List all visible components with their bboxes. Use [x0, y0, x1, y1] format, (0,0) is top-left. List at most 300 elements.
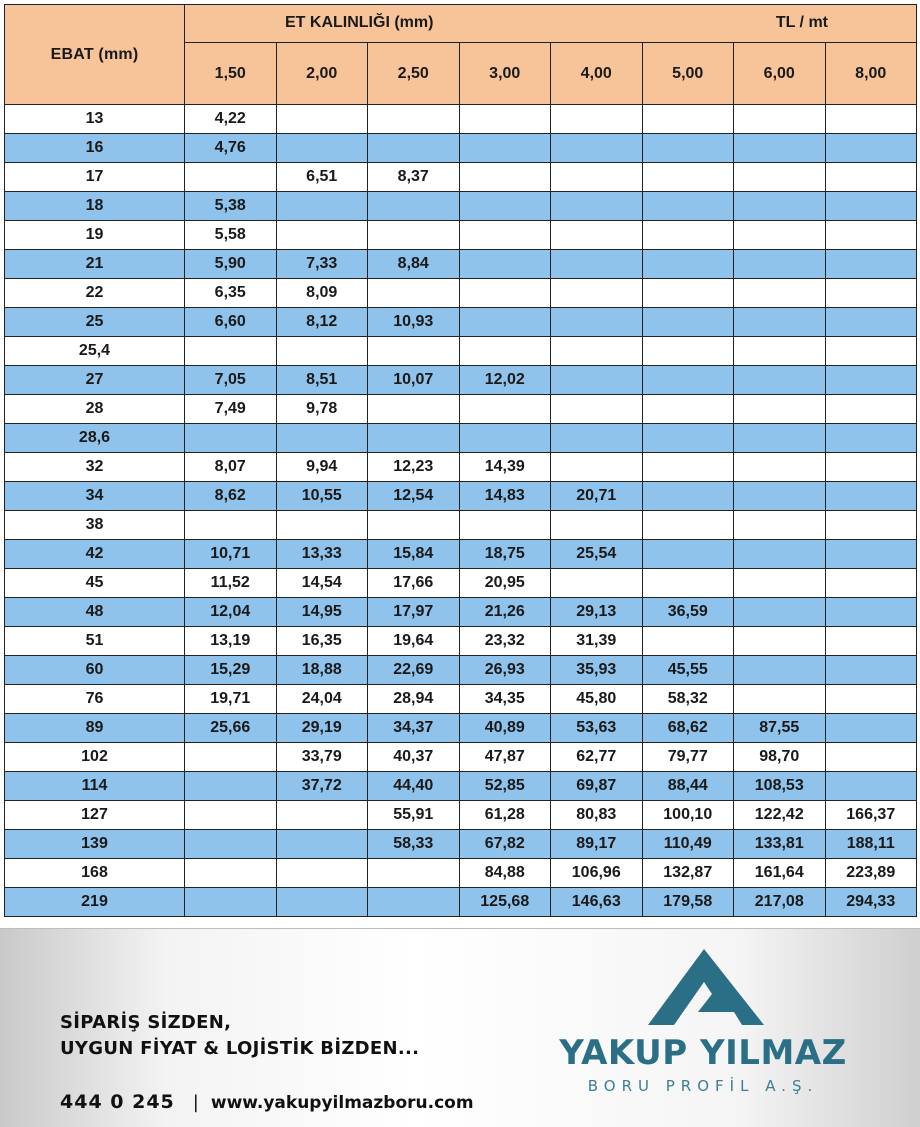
- table-row: [5, 772, 917, 801]
- size-cell: 48: [5, 598, 185, 627]
- table-row: [5, 830, 917, 859]
- price-cell: [642, 250, 734, 279]
- thickness-header-cell: 1,50: [185, 43, 277, 105]
- table-row: [5, 279, 917, 308]
- price-cell: [734, 134, 826, 163]
- price-cell: [642, 308, 734, 337]
- price-cell: [642, 105, 734, 134]
- price-cell: [642, 279, 734, 308]
- price-cell: 68,62: [642, 714, 734, 743]
- price-cell: [734, 511, 826, 540]
- price-cell: [276, 511, 368, 540]
- slogan-line-2: UYGUN FİYAT & LOJİSTİK BİZDEN...: [60, 1038, 420, 1059]
- size-cell: 45: [5, 569, 185, 598]
- size-cell: 168: [5, 859, 185, 888]
- price-cell: 58,32: [642, 685, 734, 714]
- price-cell: 37,72: [276, 772, 368, 801]
- price-cell: [368, 888, 460, 917]
- price-cell: 12,02: [459, 366, 551, 395]
- price-cell: 33,79: [276, 743, 368, 772]
- size-cell: 22: [5, 279, 185, 308]
- price-cell: [734, 163, 826, 192]
- price-cell: 122,42: [734, 801, 826, 830]
- price-cell: [734, 598, 826, 627]
- size-cell: 89: [5, 714, 185, 743]
- price-cell: 6,51: [276, 163, 368, 192]
- price-cell: [825, 337, 917, 366]
- price-cell: [185, 743, 277, 772]
- price-cell: [551, 134, 643, 163]
- thickness-header-cell: 4,00: [551, 43, 643, 105]
- price-cell: [734, 540, 826, 569]
- price-cell: [642, 627, 734, 656]
- size-cell: 28,6: [5, 424, 185, 453]
- table-row: [5, 453, 917, 482]
- price-cell: [642, 540, 734, 569]
- thickness-label: ET KALINLIĞI (mm): [285, 14, 434, 31]
- table-row: [5, 569, 917, 598]
- price-cell: 106,96: [551, 859, 643, 888]
- price-cell: 15,84: [368, 540, 460, 569]
- price-cell: 25,54: [551, 540, 643, 569]
- price-cell: [185, 511, 277, 540]
- price-cell: [825, 540, 917, 569]
- price-cell: [825, 772, 917, 801]
- price-cell: 19,64: [368, 627, 460, 656]
- price-cell: 19,71: [185, 685, 277, 714]
- size-cell: 16: [5, 134, 185, 163]
- size-cell: 76: [5, 685, 185, 714]
- price-cell: 34,37: [368, 714, 460, 743]
- price-cell: 58,33: [368, 830, 460, 859]
- table-row: [5, 627, 917, 656]
- price-cell: [825, 395, 917, 424]
- price-cell: [185, 424, 277, 453]
- price-cell: 12,54: [368, 482, 460, 511]
- price-cell: [734, 366, 826, 395]
- size-cell: 18: [5, 192, 185, 221]
- price-cell: [642, 424, 734, 453]
- slogan-line-1: SİPARİŞ SİZDEN,: [60, 1012, 232, 1033]
- price-cell: 80,83: [551, 801, 643, 830]
- price-cell: [459, 424, 551, 453]
- table-row: [5, 192, 917, 221]
- price-cell: [734, 424, 826, 453]
- price-cell: [825, 308, 917, 337]
- size-cell: 34: [5, 482, 185, 511]
- table-row: [5, 598, 917, 627]
- size-cell: 127: [5, 801, 185, 830]
- price-cell: 62,77: [551, 743, 643, 772]
- price-cell: 40,37: [368, 743, 460, 772]
- price-cell: [276, 105, 368, 134]
- price-cell: 52,85: [459, 772, 551, 801]
- price-cell: [368, 279, 460, 308]
- price-cell: [276, 221, 368, 250]
- price-cell: 29,19: [276, 714, 368, 743]
- price-cell: [734, 453, 826, 482]
- price-cell: 44,40: [368, 772, 460, 801]
- size-cell: 27: [5, 366, 185, 395]
- price-cell: 8,07: [185, 453, 277, 482]
- price-cell: 69,87: [551, 772, 643, 801]
- price-cell: [734, 627, 826, 656]
- price-cell: 5,90: [185, 250, 277, 279]
- price-cell: 8,12: [276, 308, 368, 337]
- price-cell: 14,95: [276, 598, 368, 627]
- price-cell: [642, 453, 734, 482]
- price-cell: [551, 424, 643, 453]
- price-cell: [368, 395, 460, 424]
- price-cell: [551, 163, 643, 192]
- table-row: [5, 395, 917, 424]
- size-cell: 19: [5, 221, 185, 250]
- price-cell: 100,10: [642, 801, 734, 830]
- table-row: [5, 134, 917, 163]
- price-cell: [734, 279, 826, 308]
- size-cell: 25,4: [5, 337, 185, 366]
- price-cell: [642, 221, 734, 250]
- price-cell: 5,38: [185, 192, 277, 221]
- size-cell: 13: [5, 105, 185, 134]
- price-cell: [368, 337, 460, 366]
- price-cell: 18,75: [459, 540, 551, 569]
- price-cell: [551, 366, 643, 395]
- price-cell: 12,23: [368, 453, 460, 482]
- size-cell: 25: [5, 308, 185, 337]
- price-cell: 166,37: [825, 801, 917, 830]
- price-cell: 110,49: [642, 830, 734, 859]
- price-cell: 8,84: [368, 250, 460, 279]
- price-cell: 5,58: [185, 221, 277, 250]
- table-row: [5, 221, 917, 250]
- price-cell: [368, 859, 460, 888]
- price-cell: 87,55: [734, 714, 826, 743]
- price-cell: 179,58: [642, 888, 734, 917]
- price-cell: [734, 482, 826, 511]
- price-cell: [276, 337, 368, 366]
- price-cell: [551, 279, 643, 308]
- price-cell: [825, 656, 917, 685]
- thickness-group-header: [185, 5, 917, 43]
- size-cell: 219: [5, 888, 185, 917]
- price-cell: 8,51: [276, 366, 368, 395]
- price-cell: [185, 888, 277, 917]
- price-cell: [642, 366, 734, 395]
- price-cell: 98,70: [734, 743, 826, 772]
- brand-subtitle: BORU PROFİL A.Ş.: [587, 1077, 819, 1095]
- price-cell: 61,28: [459, 801, 551, 830]
- price-cell: 55,91: [368, 801, 460, 830]
- price-cell: 108,53: [734, 772, 826, 801]
- price-cell: [551, 221, 643, 250]
- price-cell: 20,71: [551, 482, 643, 511]
- price-cell: [825, 743, 917, 772]
- price-cell: 18,88: [276, 656, 368, 685]
- price-cell: 10,71: [185, 540, 277, 569]
- price-cell: [642, 395, 734, 424]
- size-cell: 21: [5, 250, 185, 279]
- price-cell: [734, 221, 826, 250]
- thickness-header-cell: 8,00: [825, 43, 917, 105]
- price-cell: [551, 105, 643, 134]
- table-row: [5, 656, 917, 685]
- size-cell: 42: [5, 540, 185, 569]
- footer: [0, 928, 920, 1127]
- price-cell: [459, 308, 551, 337]
- ebat-header: EBAT (mm): [5, 5, 185, 105]
- table-row: [5, 685, 917, 714]
- price-cell: [734, 105, 826, 134]
- price-cell: 25,66: [185, 714, 277, 743]
- price-cell: [459, 221, 551, 250]
- price-cell: 7,49: [185, 395, 277, 424]
- price-cell: [825, 366, 917, 395]
- price-cell: [368, 511, 460, 540]
- price-cell: [368, 424, 460, 453]
- price-cell: 10,55: [276, 482, 368, 511]
- size-cell: 60: [5, 656, 185, 685]
- table-row: [5, 540, 917, 569]
- price-cell: 36,59: [642, 598, 734, 627]
- price-cell: [825, 714, 917, 743]
- price-cell: 47,87: [459, 743, 551, 772]
- price-cell: [551, 250, 643, 279]
- price-cell: [825, 221, 917, 250]
- price-cell: [459, 511, 551, 540]
- price-cell: 8,62: [185, 482, 277, 511]
- table-row: [5, 888, 917, 917]
- thickness-header-cell: 3,00: [459, 43, 551, 105]
- price-cell: 79,77: [642, 743, 734, 772]
- price-cell: [459, 250, 551, 279]
- size-cell: 17: [5, 163, 185, 192]
- price-cell: 6,60: [185, 308, 277, 337]
- table-row: [5, 424, 917, 453]
- price-cell: [459, 105, 551, 134]
- price-cell: 13,19: [185, 627, 277, 656]
- size-cell: 51: [5, 627, 185, 656]
- price-cell: 24,04: [276, 685, 368, 714]
- price-cell: [368, 134, 460, 163]
- price-cell: 21,26: [459, 598, 551, 627]
- price-cell: [459, 337, 551, 366]
- price-cell: 10,07: [368, 366, 460, 395]
- table-row: [5, 366, 917, 395]
- thickness-header-cell: 5,00: [642, 43, 734, 105]
- size-cell: 102: [5, 743, 185, 772]
- price-cell: 4,76: [185, 134, 277, 163]
- price-cell: [459, 192, 551, 221]
- price-cell: 31,39: [551, 627, 643, 656]
- price-cell: [551, 453, 643, 482]
- price-cell: [825, 105, 917, 134]
- price-cell: [276, 859, 368, 888]
- contact-line: [60, 1091, 474, 1113]
- table-row: [5, 482, 917, 511]
- price-cell: [825, 134, 917, 163]
- price-cell: 29,13: [551, 598, 643, 627]
- price-cell: 17,66: [368, 569, 460, 598]
- brand-name: YAKUP YILMAZ: [559, 1033, 847, 1073]
- price-cell: [825, 627, 917, 656]
- price-cell: 84,88: [459, 859, 551, 888]
- price-cell: [825, 279, 917, 308]
- price-cell: [276, 801, 368, 830]
- price-cell: [368, 192, 460, 221]
- price-cell: [734, 685, 826, 714]
- price-cell: 14,54: [276, 569, 368, 598]
- price-cell: 53,63: [551, 714, 643, 743]
- price-cell: [825, 192, 917, 221]
- price-cell: [185, 801, 277, 830]
- price-cell: [642, 163, 734, 192]
- price-cell: [825, 250, 917, 279]
- website-link[interactable]: www.yakupyilmazboru.com: [210, 1093, 474, 1113]
- price-cell: [825, 598, 917, 627]
- price-cell: [276, 888, 368, 917]
- price-cell: 22,69: [368, 656, 460, 685]
- price-cell: 146,63: [551, 888, 643, 917]
- size-cell: 28: [5, 395, 185, 424]
- price-table: [4, 4, 917, 917]
- price-cell: 7,33: [276, 250, 368, 279]
- thickness-header-cell: 6,00: [734, 43, 826, 105]
- price-cell: [459, 163, 551, 192]
- price-cell: [825, 424, 917, 453]
- price-cell: [551, 395, 643, 424]
- price-cell: 89,17: [551, 830, 643, 859]
- price-cell: [825, 685, 917, 714]
- price-cell: 16,35: [276, 627, 368, 656]
- price-cell: [642, 482, 734, 511]
- price-cell: [276, 424, 368, 453]
- size-cell: 139: [5, 830, 185, 859]
- price-cell: 28,94: [368, 685, 460, 714]
- price-cell: 9,94: [276, 453, 368, 482]
- price-cell: [734, 337, 826, 366]
- price-cell: 14,83: [459, 482, 551, 511]
- price-cell: 34,35: [459, 685, 551, 714]
- price-cell: 40,89: [459, 714, 551, 743]
- price-cell: [734, 395, 826, 424]
- price-unit-label: TL / mt: [775, 14, 828, 31]
- price-cell: [276, 192, 368, 221]
- price-cell: [734, 250, 826, 279]
- phone-number: 444 0 245: [60, 1091, 175, 1113]
- price-cell: 161,64: [734, 859, 826, 888]
- price-cell: 132,87: [642, 859, 734, 888]
- price-cell: [825, 163, 917, 192]
- price-cell: [368, 105, 460, 134]
- price-cell: 8,37: [368, 163, 460, 192]
- table-row: [5, 337, 917, 366]
- price-cell: [642, 569, 734, 598]
- price-cell: 223,89: [825, 859, 917, 888]
- price-cell: 17,97: [368, 598, 460, 627]
- table-body: [5, 105, 917, 917]
- price-cell: 26,93: [459, 656, 551, 685]
- price-cell: 45,55: [642, 656, 734, 685]
- price-cell: 294,33: [825, 888, 917, 917]
- price-cell: 35,93: [551, 656, 643, 685]
- price-cell: 133,81: [734, 830, 826, 859]
- price-cell: [185, 859, 277, 888]
- table-row: [5, 511, 917, 540]
- price-cell: 88,44: [642, 772, 734, 801]
- price-cell: [185, 337, 277, 366]
- table-row: [5, 163, 917, 192]
- thickness-header-cell: 2,50: [368, 43, 460, 105]
- price-cell: [642, 134, 734, 163]
- price-cell: [368, 221, 460, 250]
- price-cell: 11,52: [185, 569, 277, 598]
- price-cell: [825, 482, 917, 511]
- price-cell: 8,09: [276, 279, 368, 308]
- price-cell: 15,29: [185, 656, 277, 685]
- price-cell: [551, 308, 643, 337]
- price-cell: [551, 192, 643, 221]
- price-cell: 217,08: [734, 888, 826, 917]
- price-cell: 45,80: [551, 685, 643, 714]
- price-cell: [185, 163, 277, 192]
- price-cell: 13,33: [276, 540, 368, 569]
- table-row: [5, 308, 917, 337]
- price-cell: 67,82: [459, 830, 551, 859]
- table-row: [5, 250, 917, 279]
- price-cell: [642, 192, 734, 221]
- triangle-logo-icon: [640, 949, 768, 1029]
- price-cell: [459, 279, 551, 308]
- price-cell: [185, 830, 277, 859]
- price-cell: [642, 511, 734, 540]
- price-cell: 23,32: [459, 627, 551, 656]
- thickness-header-cell: 2,00: [276, 43, 368, 105]
- table-row: [5, 801, 917, 830]
- price-cell: [185, 772, 277, 801]
- price-cell: [276, 830, 368, 859]
- price-cell: 10,93: [368, 308, 460, 337]
- table-row: [5, 859, 917, 888]
- table-row: [5, 105, 917, 134]
- price-cell: 4,22: [185, 105, 277, 134]
- price-cell: [825, 453, 917, 482]
- price-cell: 9,78: [276, 395, 368, 424]
- price-cell: [551, 569, 643, 598]
- size-cell: 32: [5, 453, 185, 482]
- price-cell: [734, 656, 826, 685]
- size-cell: 38: [5, 511, 185, 540]
- price-cell: 125,68: [459, 888, 551, 917]
- price-cell: 20,95: [459, 569, 551, 598]
- contact-separator: |: [192, 1092, 199, 1113]
- price-cell: [551, 337, 643, 366]
- price-cell: [276, 134, 368, 163]
- price-cell: 12,04: [185, 598, 277, 627]
- price-cell: 6,35: [185, 279, 277, 308]
- table-row: [5, 714, 917, 743]
- size-cell: 114: [5, 772, 185, 801]
- price-cell: 7,05: [185, 366, 277, 395]
- price-cell: [734, 308, 826, 337]
- price-cell: 188,11: [825, 830, 917, 859]
- price-cell: [734, 569, 826, 598]
- table-row: [5, 743, 917, 772]
- price-cell: [825, 569, 917, 598]
- table-header: [5, 5, 917, 105]
- price-cell: [825, 511, 917, 540]
- price-cell: [459, 134, 551, 163]
